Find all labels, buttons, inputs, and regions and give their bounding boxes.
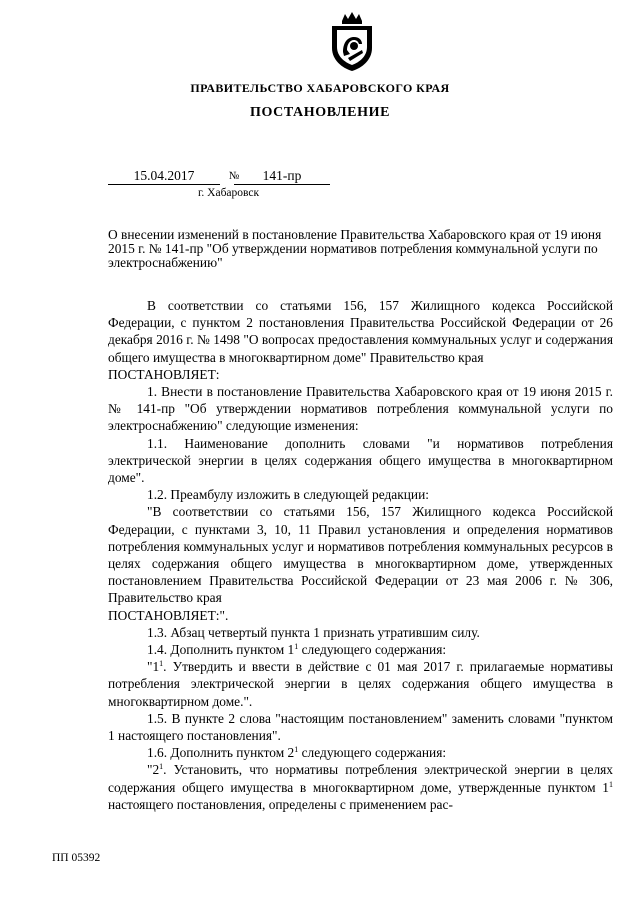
paragraph: [108, 658, 613, 710]
paragraph: ПОСТАНОВЛЯЕТ:".: [108, 607, 229, 623]
paragraph: [108, 761, 613, 813]
text-run: следующего содержания:: [298, 642, 447, 658]
paragraph: 1.1. Наименование дополнить словами "и нормативов потребления электрической энергии в целях содержания общего имущества в многоквартирном доме".: [108, 435, 613, 486]
text-run: настоящего постановления, определены с применением рас-: [108, 796, 453, 812]
text-run: . Утвердить и ввести в действие с 01 мая 2017 г. прилагаемые нормативы потребления электрической энергии в целях содержания общего имущества в многоквартирном доме.".: [108, 659, 613, 709]
document-number: 141-пр: [234, 167, 330, 185]
document-type: ПОСТАНОВЛЕНИЕ: [249, 105, 391, 120]
text-run: "2: [147, 762, 160, 778]
number-sign: №: [228, 170, 240, 182]
city: г. Хабаровск: [198, 187, 260, 199]
footer-code: ПП 05392: [52, 852, 101, 864]
paragraph: ПОСТАНОВЛЯЕТ:: [108, 366, 220, 382]
superscript: 1: [294, 642, 299, 652]
paragraph: 1.3. Абзац четвертый пункта 1 признать утратившим силу.: [147, 624, 480, 640]
document-date: 15.04.2017: [108, 167, 220, 185]
text-run: . Установить, что нормативы потребления электрической энергии в целях содержания общего имущества в многоквартирном доме, утвержденные пунктом 1: [108, 762, 613, 795]
paragraph: 1.2. Преамбулу изложить в следующей редакции:: [147, 487, 429, 503]
paragraph: [108, 641, 613, 658]
superscript: 1: [159, 762, 164, 772]
text-run: "1: [147, 659, 160, 675]
paragraph: 1. Внести в постановление Правительства Хабаровского края от 19 июня 2015 г. № 141-пр "Об утверждении нормативов потребления коммунальной услуги по электроснабжению" следующие изменения:: [108, 384, 613, 434]
document-subject: О внесении изменений в постановление Правительства Хабаровского края от 19 июня 2015 г. № 141-пр "Об утверждении нормативов потребления коммунальной услуги по электроснабжению": [108, 227, 602, 270]
government-title: ПРАВИТЕЛЬСТВО ХАБАРОВСКОГО КРАЯ: [190, 81, 450, 95]
coat-of-arms-icon: [328, 12, 376, 72]
text-run: 1.4. Дополнить пунктом 1: [147, 642, 295, 658]
paragraph: 1.5. В пункте 2 слова "настоящим постановлением" заменить словами "пунктом 1 настоящего постановления".: [108, 710, 613, 744]
paragraph: [108, 744, 613, 761]
document-body: [108, 297, 613, 813]
text-run: 1.6. Дополнить пунктом 2: [147, 745, 295, 761]
superscript: 1: [294, 745, 299, 755]
paragraph: В соответствии со статьями 156, 157 Жилищного кодекса Российской Федерации, с пунктом 2 постановления Правительства Российской Федерации от 26 декабря 2016 г. № 1498 "О вопросах предоставления коммунальных услуг и содержания общего имущества в многоквартирном доме" Правительство края: [108, 298, 613, 365]
paragraph: "В соответствии со статьями 156, 157 Жилищного кодекса Российской Федерации, с пунктами 3, 10, 11 Правил установления и определения нормативов потребления коммунальных услуг и нормативов потребления коммунальных ресурсов в целях содержания общего имущества в многоквартирном доме, утвержденных постановлением Правительства Российской Федерации от 23 мая 2006 г. № 306, Правительство края: [108, 504, 613, 606]
superscript: 1: [609, 779, 613, 789]
text-run: следующего содержания:: [298, 745, 447, 761]
superscript: 1: [159, 659, 164, 669]
